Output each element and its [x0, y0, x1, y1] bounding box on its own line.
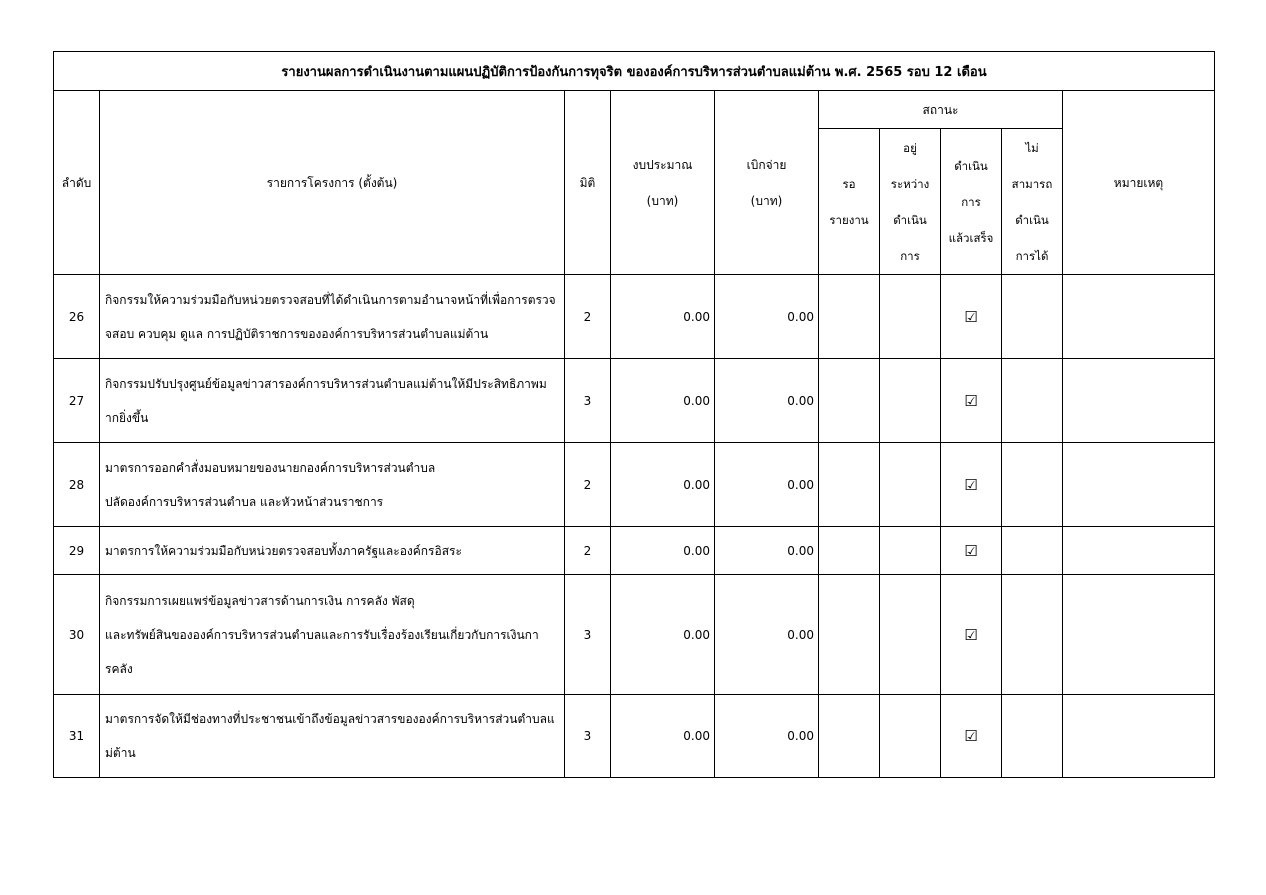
row-number: 31 — [54, 695, 100, 778]
row-spent: 0.00 — [715, 695, 819, 778]
header-status-unable-line2: สามารถ — [1011, 176, 1053, 191]
header-spend-line2: (บาท) — [750, 193, 783, 208]
row-dimension: 3 — [565, 575, 611, 695]
row-remarks — [1063, 443, 1215, 527]
row-spent: 0.00 — [715, 575, 819, 695]
header-status-waiting-line1: รอ — [842, 176, 856, 191]
row-status-waiting — [819, 275, 880, 359]
table-row — [54, 695, 1215, 778]
row-description-line: จสอบ ควบคุม ดูแล การปฏิบัติราชการขององค์การบริหารส่วนตำบลแม่ต้าน — [105, 326, 489, 341]
row-description — [100, 527, 565, 575]
checkbox-checked-icon: ☑ — [964, 391, 978, 410]
row-budget: 0.00 — [611, 695, 715, 778]
row-dimension: 2 — [565, 443, 611, 527]
row-status-done — [941, 527, 1002, 575]
row-description — [100, 275, 565, 359]
row-status-waiting — [819, 575, 880, 695]
row-spent: 0.00 — [715, 275, 819, 359]
row-status-unable — [1002, 443, 1063, 527]
row-status-done — [941, 275, 1002, 359]
row-number: 30 — [54, 575, 100, 695]
header-spend-line1: เบิกจ่าย — [746, 157, 787, 172]
row-budget: 0.00 — [611, 575, 715, 695]
row-status-unable — [1002, 575, 1063, 695]
row-budget: 0.00 — [611, 359, 715, 443]
row-status-inprogress — [880, 527, 941, 575]
row-status-unable — [1002, 359, 1063, 443]
header-status-done — [941, 129, 1002, 275]
row-description — [100, 575, 565, 695]
row-description — [100, 359, 565, 443]
row-status-unable — [1002, 275, 1063, 359]
row-spent: 0.00 — [715, 443, 819, 527]
header-status-waiting-line2: รายงาน — [829, 212, 869, 227]
row-status-done — [941, 359, 1002, 443]
row-status-inprogress — [880, 575, 941, 695]
row-description-line: กิจกรรมการเผยแพร่ข้อมูลข่าวสารด้านการเงิน การคลัง พัสดุ — [105, 593, 415, 608]
row-number: 26 — [54, 275, 100, 359]
header-status-unable-line1: ไม่ — [1025, 140, 1039, 155]
table-row — [54, 359, 1215, 443]
row-description-line: ปลัดองค์การบริหารส่วนตำบล และหัวหน้าส่วนราชการ — [105, 494, 384, 509]
header-status-unable — [1002, 129, 1063, 275]
row-description-line: ม่ต้าน — [105, 746, 136, 760]
row-number: 27 — [54, 359, 100, 443]
row-status-waiting — [819, 695, 880, 778]
row-dimension: 3 — [565, 359, 611, 443]
table-row — [54, 575, 1215, 695]
header-budget-line1: งบประมาณ — [632, 157, 693, 172]
checkbox-checked-icon: ☑ — [964, 541, 978, 560]
header-remarks: หมายเหตุ — [1063, 91, 1215, 275]
row-description-line: มาตรการจัดให้มีช่องทางที่ประชาชนเข้าถึงข้อมูลข่าวสารขององค์การบริหารส่วนตำบลแ — [105, 712, 555, 726]
header-status-inprogress-line2: ระหว่าง — [890, 176, 930, 191]
row-dimension: 3 — [565, 695, 611, 778]
checkbox-checked-icon: ☑ — [964, 727, 978, 745]
header-status: สถานะ — [819, 91, 1063, 129]
row-status-done — [941, 443, 1002, 527]
header-budget-line2: (บาท) — [646, 193, 679, 208]
row-remarks — [1063, 275, 1215, 359]
header-dimension: มิติ — [565, 91, 611, 275]
header-status-unable-line4: การได้ — [1015, 248, 1049, 263]
row-dimension: 2 — [565, 527, 611, 575]
table-row — [54, 443, 1215, 527]
row-description-line: มาตรการออกคำสั่งมอบหมายของนายกองค์การบริหารส่วนตำบล — [105, 460, 436, 475]
header-status-done-line3: แล้วเสร็จ — [948, 230, 994, 245]
row-status-unable — [1002, 527, 1063, 575]
row-description-line: มาตรการให้ความร่วมมือกับหน่วยตรวจสอบทั้งภาครัฐและองค์กรอิสระ — [105, 543, 462, 558]
report-table — [53, 51, 1215, 778]
row-number: 29 — [54, 527, 100, 575]
row-remarks — [1063, 359, 1215, 443]
checkbox-checked-icon: ☑ — [964, 625, 978, 644]
row-budget: 0.00 — [611, 443, 715, 527]
header-spend — [715, 91, 819, 275]
row-status-waiting — [819, 527, 880, 575]
header-status-inprogress-line1: อยู่ — [903, 140, 917, 155]
row-status-unable — [1002, 695, 1063, 778]
row-spent: 0.00 — [715, 527, 819, 575]
row-remarks — [1063, 695, 1215, 778]
row-description — [100, 695, 565, 778]
header-order: ลำดับ — [54, 91, 100, 275]
table-row — [54, 275, 1215, 359]
header-status-inprogress-line4: การ — [900, 248, 920, 263]
header-status-waiting — [819, 129, 880, 275]
row-description-line: ากยิ่งขึ้น — [105, 410, 149, 425]
row-status-inprogress — [880, 695, 941, 778]
row-status-waiting — [819, 443, 880, 527]
row-dimension: 2 — [565, 275, 611, 359]
row-spent: 0.00 — [715, 359, 819, 443]
header-status-done-line1: ดำเนิน — [954, 158, 988, 173]
header-project: รายการโครงการ (ตั้งต้น) — [100, 91, 565, 275]
header-status-done-line2: การ — [961, 194, 981, 209]
row-status-inprogress — [880, 275, 941, 359]
row-status-inprogress — [880, 359, 941, 443]
checkbox-checked-icon: ☑ — [964, 307, 978, 326]
row-remarks — [1063, 575, 1215, 695]
row-status-waiting — [819, 359, 880, 443]
row-number: 28 — [54, 443, 100, 527]
header-status-unable-line3: ดำเนิน — [1015, 212, 1049, 227]
report-title: รายงานผลการดำเนินงานตามแผนปฏิบัติการป้องกันการทุจริต ขององค์การบริหารส่วนตำบลแม่ต้าน พ.ศ. 2565 รอบ 12 เดือน — [54, 52, 1215, 91]
row-status-done — [941, 695, 1002, 778]
row-description-line: และทรัพย์สินขององค์การบริหารส่วนตำบลและการรับเรื่องร้องเรียนเกี่ยวกับการเงินกา — [105, 627, 539, 642]
row-description-line: กิจกรรมปรับปรุงศูนย์ข้อมูลข่าวสารองค์การบริหารส่วนตำบลแม่ต้านให้มีประสิทธิภาพม — [105, 376, 547, 391]
row-budget: 0.00 — [611, 275, 715, 359]
header-budget — [611, 91, 715, 275]
row-description-line: รคลัง — [105, 661, 133, 676]
header-status-inprogress-line3: ดำเนิน — [893, 212, 927, 227]
row-status-inprogress — [880, 443, 941, 527]
row-status-done — [941, 575, 1002, 695]
row-description — [100, 443, 565, 527]
row-budget: 0.00 — [611, 527, 715, 575]
table-row — [54, 527, 1215, 575]
row-description-line: กิจกรรมให้ความร่วมมือกับหน่วยตรวจสอบที่ได้ดำเนินการตามอำนาจหน้าที่เพื่อการตรวจ — [105, 292, 556, 307]
header-status-inprogress — [880, 129, 941, 275]
checkbox-checked-icon: ☑ — [964, 475, 978, 494]
row-remarks — [1063, 527, 1215, 575]
